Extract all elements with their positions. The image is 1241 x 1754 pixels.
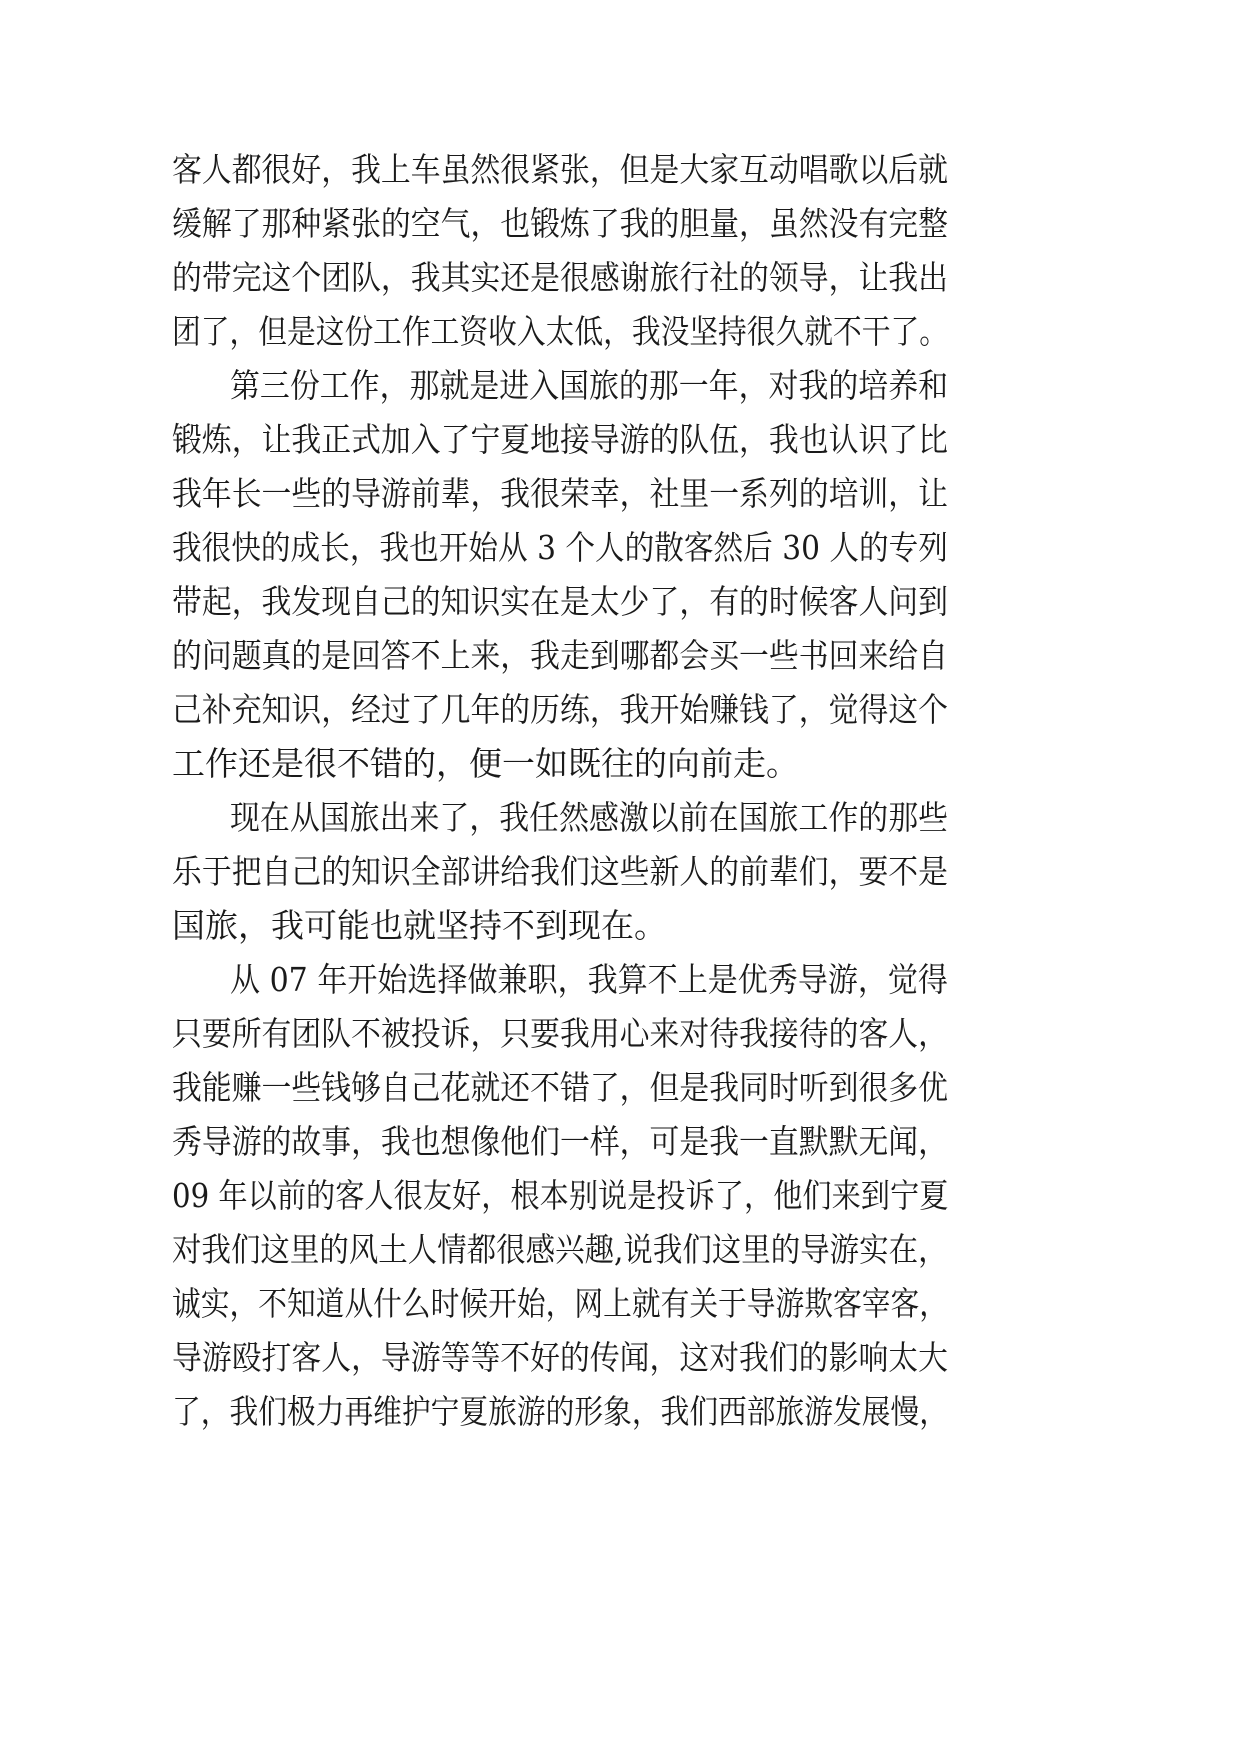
text-line: 秀导游的故事，我也想像他们一样，可是我一直默默无闻， xyxy=(172,1122,948,1161)
text-line: 锻炼，让我正式加入了宁夏地接导游的队伍，我也认识了比 xyxy=(172,420,948,459)
text-line: 我很快的成长，我也开始从 3 个人的散客然后 30 人的专列 xyxy=(172,528,948,567)
text-line: 诚实，不知道从什么时候开始，网上就有关于导游欺客宰客， xyxy=(172,1284,948,1323)
text-line: 我年长一些的导游前辈，我很荣幸，社里一系列的培训，让 xyxy=(172,474,948,513)
text-line: 09 年以前的客人很友好，根本别说是投诉了，他们来到宁夏 xyxy=(172,1176,949,1215)
text-line: 带起，我发现自己的知识实在是太少了，有的时候客人问到 xyxy=(172,582,948,621)
text-line: 的问题真的是回答不上来，我走到哪都会买一些书回来给自 xyxy=(172,636,948,675)
text-line: 了，我们极力再维护宁夏旅游的形象，我们西部旅游发展慢， xyxy=(172,1392,948,1431)
text-line: 国旅，我可能也就坚持不到现在。 xyxy=(172,906,667,945)
text-line: 的带完这个团队，我其实还是很感谢旅行社的领导，让我出 xyxy=(172,258,948,297)
text-line: 工作还是很不错的，便一如既往的向前走。 xyxy=(172,744,799,783)
text-line: 只要所有团队不被投诉，只要我用心来对待我接待的客人， xyxy=(172,1014,948,1053)
text-line: 缓解了那种紧张的空气，也锻炼了我的胆量，虽然没有完整 xyxy=(172,204,948,243)
paragraph-first-line: 第三份工作，那就是进入国旅的那一年，对我的培养和 xyxy=(230,366,949,405)
paragraph-first-line: 从 07 年开始选择做兼职，我算不上是优秀导游，觉得 xyxy=(230,960,948,999)
text-line: 导游殴打客人，导游等等不好的传闻，这对我们的影响太大 xyxy=(172,1338,948,1377)
text-line: 客人都很好，我上车虽然很紧张，但是大家互动唱歌以后就 xyxy=(172,150,948,189)
text-line: 团了，但是这份工作工资收入太低，我没坚持很久就不干了。 xyxy=(172,312,948,351)
text-line: 己补充知识，经过了几年的历练，我开始赚钱了，觉得这个 xyxy=(172,690,948,729)
paragraph-first-line: 现在从国旅出来了，我任然感激以前在国旅工作的那些 xyxy=(230,798,949,837)
text-line: 对我们这里的风土人情都很感兴趣,说我们这里的导游实在， xyxy=(172,1230,948,1269)
text-line: 乐于把自己的知识全部讲给我们这些新人的前辈们，要不是 xyxy=(172,852,948,891)
text-line: 我能赚一些钱够自己花就还不错了，但是我同时听到很多优 xyxy=(172,1068,948,1107)
